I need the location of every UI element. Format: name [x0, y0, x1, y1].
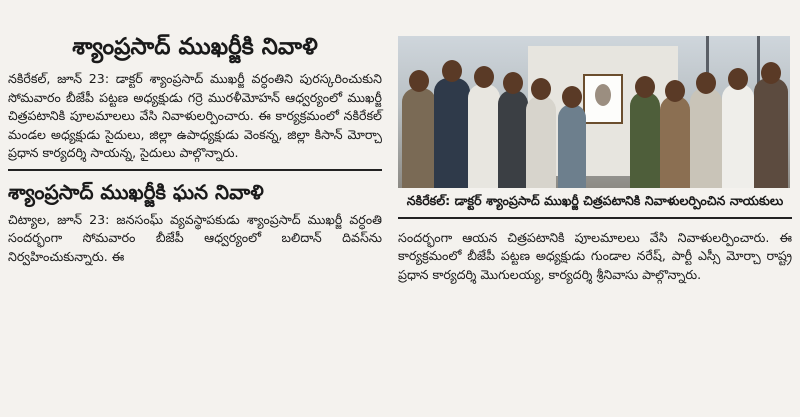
person-head — [761, 62, 781, 84]
article-body-chityala: చిట్యాల, జూన్ 23: జనసంఘ్ వ్యవస్థాపకుడు శ్యాంప్రసాద్ ముఖర్జీ వర్ధంతి సందర్భంగా సోమవారం బీజేపీ ఆధ్వర్యంలో బలిదాన్ దివస్‌ను నిర్వహించుకున్నారు. ఈ — [8, 211, 382, 264]
person-head — [665, 80, 685, 102]
person-figure — [498, 90, 528, 188]
article-body-nakrekal: నకిరేకల్, జూన్ 23: డాక్టర్ శ్యాంప్రసాద్ ముఖర్జీ వర్ధంతిని పురస్కరించుకుని సోమవారం బీజేపీ పట్టణ అధ్యక్షుడు గర్రె మురళీమోహన్ ఆధ్వర్యంలో ముఖర్జీ చిత్రపటానికి పూలమాలలు వేసి నివాళులర్పించారు. ఈ కార్యక్రమంలో నకిరేకల్ మండల అధ్యక్షుడు సైదులు, జిల్లా ఉపాధ్యక్షుడు వెంకన్న, జిల్లా కిసాన్ మోర్చా ప్రధాన కార్యదర్శి సాయన్న, సైదులు పాల్గొన్నారు. — [8, 71, 382, 160]
portrait-frame — [583, 74, 623, 124]
column-divider — [8, 169, 382, 171]
photo-caption: నకిరేకల్: డాక్టర్ శ్యాంప్రసాద్ ముఖర్జీ చిత్రపటానికి నివాళులర్పించిన నాయకులు — [406, 193, 784, 208]
headline-chityala: శ్యాంప్రసాద్ ముఖర్జీకి ఘన నివాళి — [8, 179, 264, 204]
caption-divider — [398, 217, 792, 219]
person-figure — [526, 96, 556, 188]
headline-nakrekal: శ్యాంప్రసాద్ ముఖర్జీకి నివాళి — [72, 34, 318, 60]
person-figure — [690, 88, 722, 188]
right-column — [398, 22, 792, 284]
person-head — [503, 72, 523, 94]
news-photo — [398, 36, 790, 188]
person-head — [635, 76, 655, 98]
person-head — [442, 60, 462, 82]
person-figure — [722, 84, 754, 188]
person-head — [409, 70, 429, 92]
cropped-text-top-right — [398, 0, 792, 13]
person-head — [696, 72, 716, 94]
person-head — [728, 68, 748, 90]
person-figure — [754, 78, 788, 188]
person-figure — [468, 84, 500, 188]
person-figure — [660, 96, 690, 188]
article-body-continued: సందర్భంగా ఆయన చిత్రపటానికి పూలమాలలు వేసి నివాళులర్పించారు. ఈ కార్యక్రమంలో బీజేపీ పట్టణ అధ్యక్షుడు గుండాల నరేష్, పార్టీ ఎస్సీ మోర్చా రాష్ట్ర ప్రధాన కార్యదర్శి మొగులయ్య, కార్యదర్శి శ్రీనివాసు పాల్గొన్నారు. — [398, 229, 792, 282]
person-figure — [558, 104, 586, 188]
person-head — [474, 66, 494, 88]
person-head — [531, 78, 551, 100]
left-column — [8, 22, 382, 266]
person-figure — [630, 92, 660, 188]
person-figure — [402, 88, 436, 188]
person-figure — [434, 78, 470, 188]
cropped-text-top-left — [8, 0, 382, 13]
person-head — [562, 86, 582, 108]
